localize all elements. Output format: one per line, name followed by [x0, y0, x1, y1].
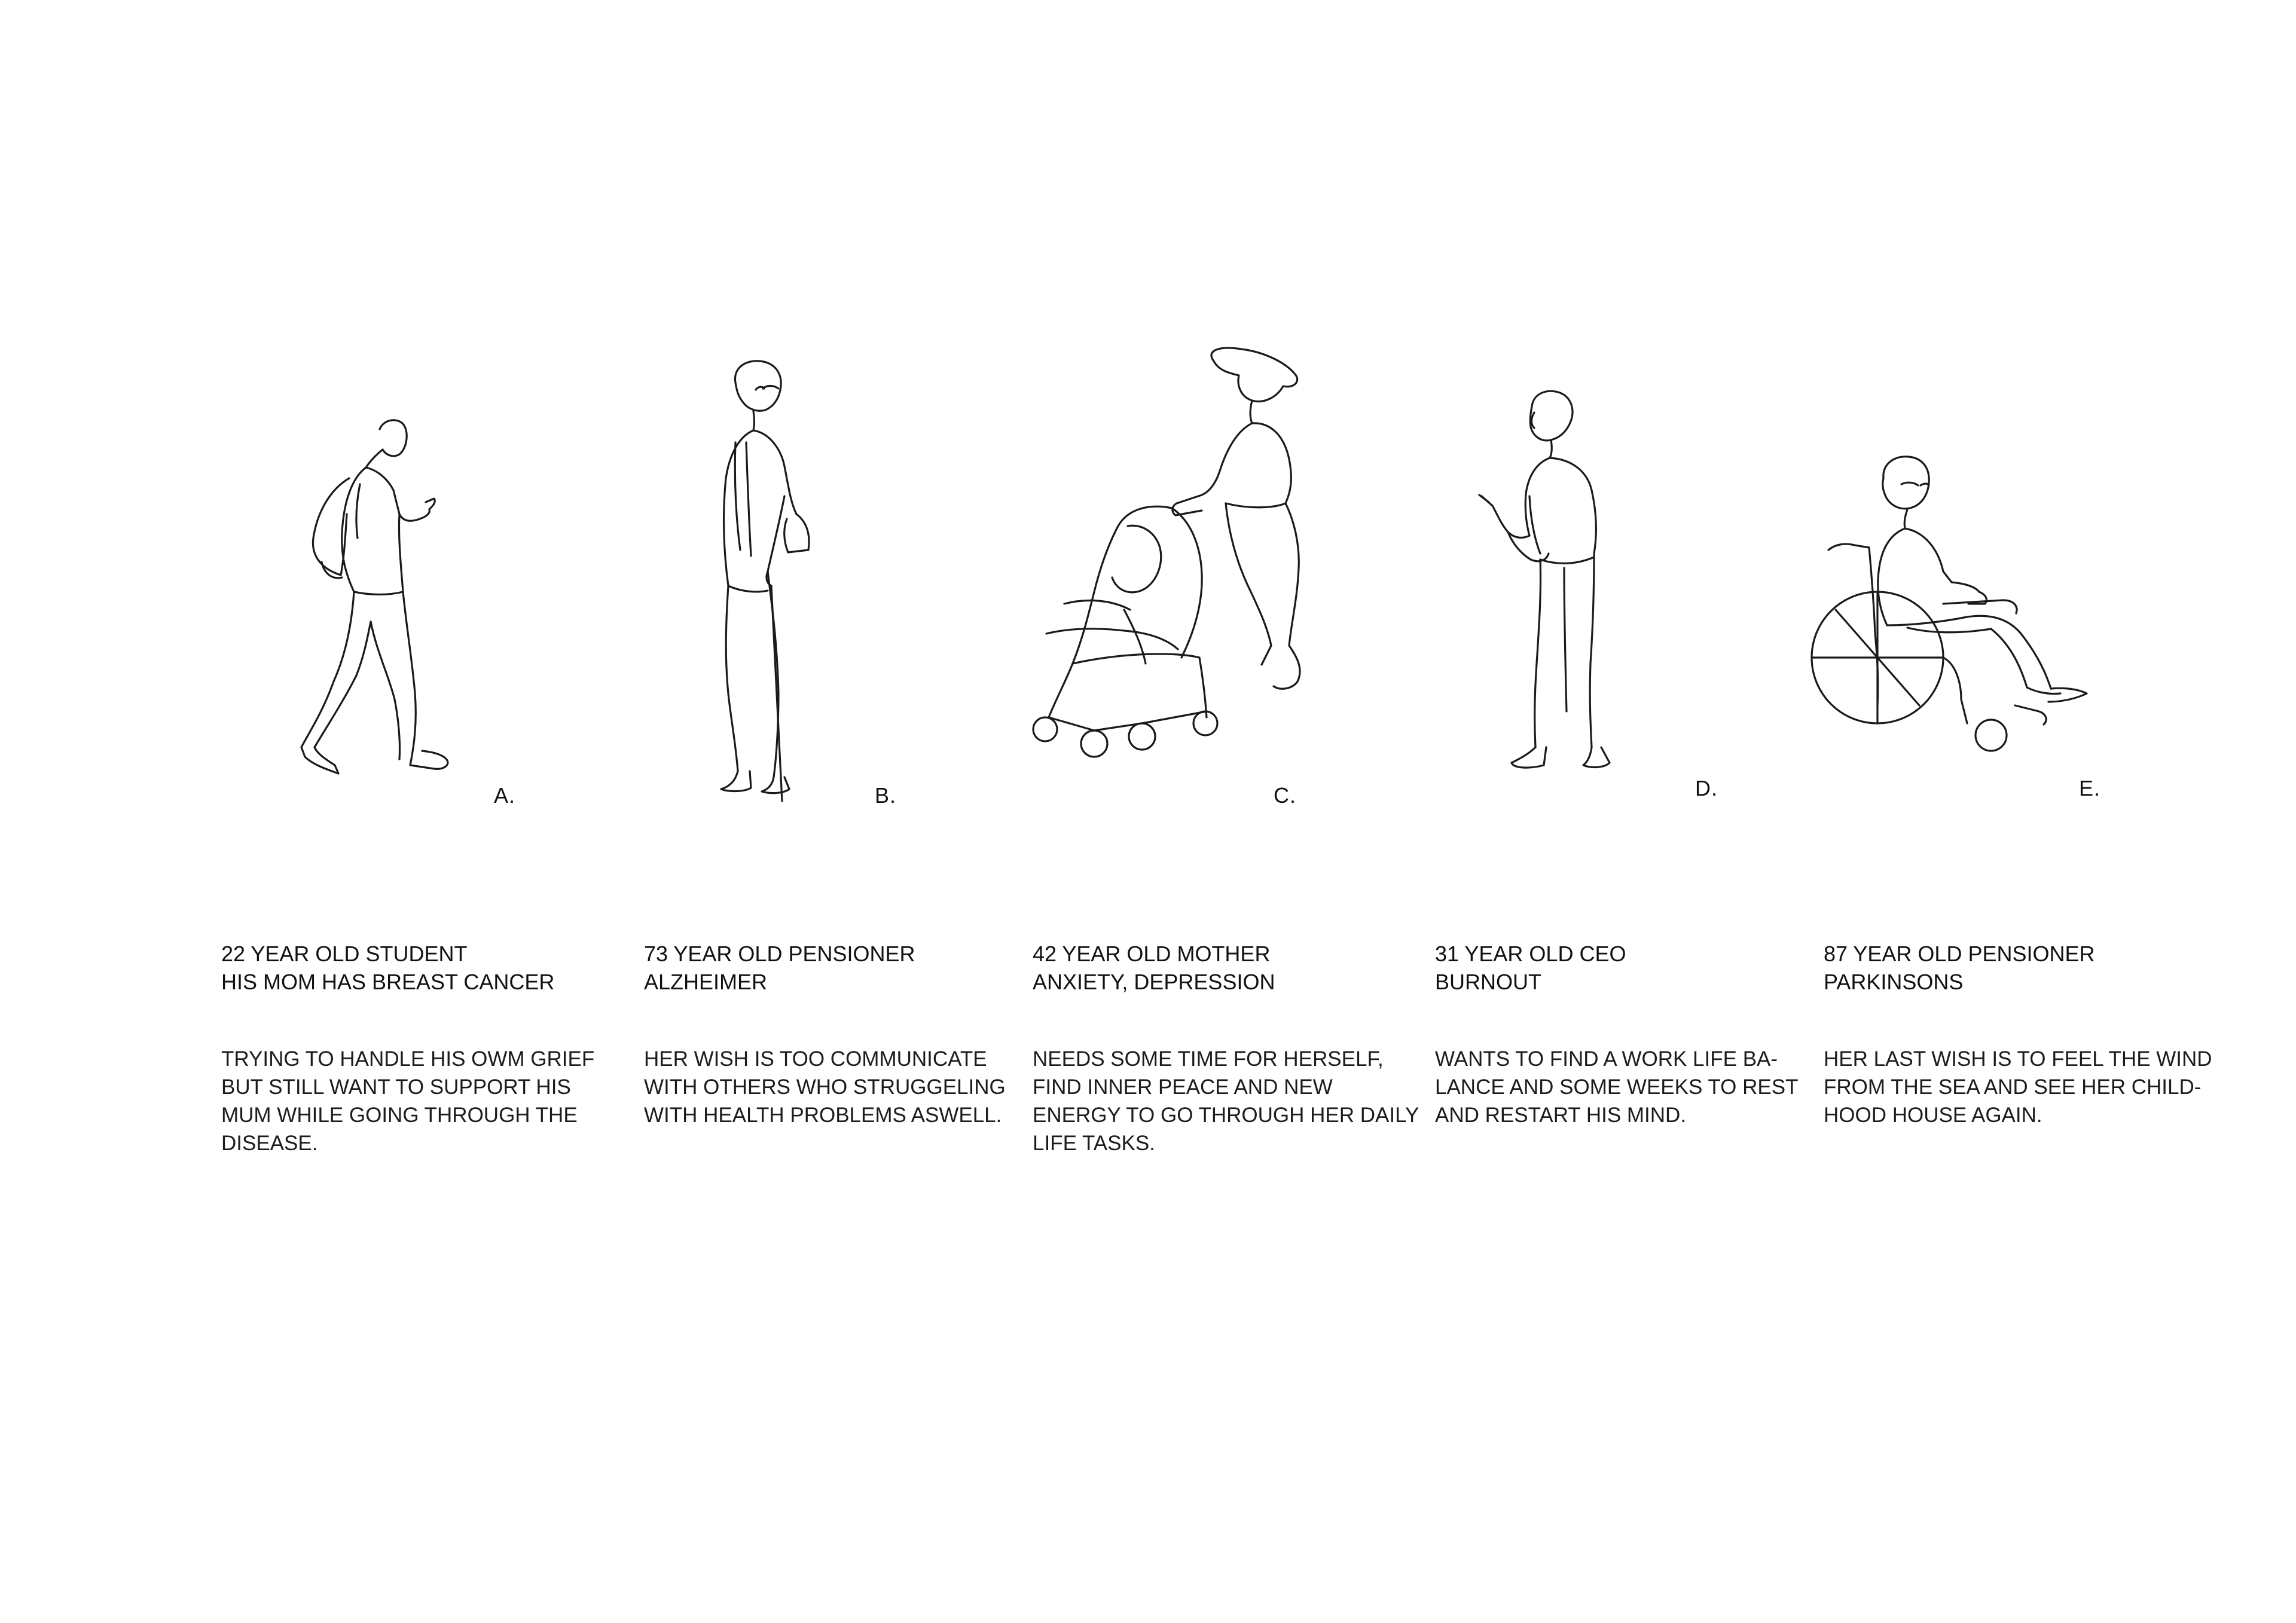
persona-e-description: HER LAST WISH IS TO FEEL THE WIND FROM THE SEA AND SEE HER CHILD- HOOD HOUSE AGAIN. — [1824, 1047, 2212, 1127]
persona-c-letter: C. — [1274, 783, 1296, 808]
persona-a-letter: A. — [494, 783, 516, 808]
persona-d-letter: D. — [1695, 776, 1718, 800]
persona-c — [1033, 940, 1421, 1157]
persona-b — [644, 940, 1033, 1129]
persona-a — [221, 940, 610, 1157]
persona-b-title — [644, 940, 1033, 996]
mother-stroller-icon — [1010, 347, 1321, 765]
persona-a-description: TRYING TO HANDLE HIS OWM GRIEF BUT STILL WANT TO SUPPORT HIS MUM WHILE GOING THROUGH THE DISEASE. — [221, 1047, 595, 1155]
persona-e-line2: PARKINSONS — [1824, 970, 1964, 994]
persona-d-title — [1435, 940, 1824, 996]
persona-b-letter: B. — [875, 783, 897, 808]
persona-d — [1435, 940, 1824, 1129]
persona-a-title — [221, 940, 610, 996]
persona-c-description: NEEDS SOME TIME FOR HERSELF, FIND INNER PEACE AND NEW ENERGY TO GO THROUGH HER DAILY LIFE TASKS. — [1033, 1047, 1419, 1155]
persona-a-line2: HIS MOM HAS BREAST CANCER — [221, 970, 555, 994]
persona-e-title — [1824, 940, 2212, 996]
persona-b-line1: 73 YEAR OLD PENSIONER — [644, 942, 915, 966]
persona-d-line1: 31 YEAR OLD CEO — [1435, 942, 1626, 966]
persona-e-line1: 87 YEAR OLD PENSIONER — [1824, 942, 2095, 966]
persona-e — [1824, 940, 2212, 1129]
persona-c-title — [1033, 940, 1421, 996]
persona-d-description: WANTS TO FIND A WORK LIFE BA- LANCE AND SOME WEEKS TO REST AND RESTART HIS MIND. — [1435, 1047, 1798, 1127]
persona-e-letter: E. — [2079, 776, 2101, 800]
wheelchair-woman-icon — [1812, 454, 2099, 765]
elderly-woman-cane-icon — [712, 359, 843, 801]
persona-b-description: HER WISH IS TOO COMMUNICATE WITH OTHERS WHO STRUGGELING WITH HEALTH PROBLEMS ASWELL. — [644, 1047, 1006, 1127]
persona-a-line1: 22 YEAR OLD STUDENT — [221, 942, 468, 966]
businessman-phone-icon — [1477, 389, 1632, 783]
persona-d-line2: BURNOUT — [1435, 970, 1541, 994]
persona-b-line2: ALZHEIMER — [644, 970, 768, 994]
walking-student-icon — [287, 412, 466, 789]
persona-c-line1: 42 YEAR OLD MOTHER — [1033, 942, 1271, 966]
persona-c-line2: ANXIETY, DEPRESSION — [1033, 970, 1275, 994]
